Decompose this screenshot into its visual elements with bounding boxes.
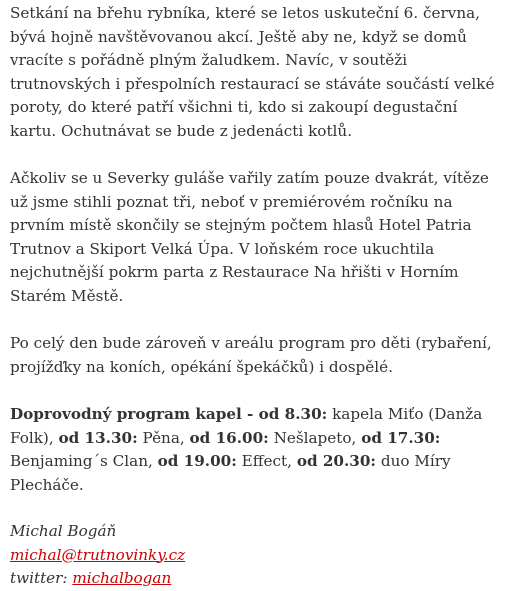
twitter-handle-link[interactable]: michalbogan	[72, 569, 172, 587]
author-name: Michal Bogáň	[10, 522, 117, 540]
program-act-1: kapela Miťo (Danža Folk),	[10, 405, 483, 447]
program-time-6: od 20.30:	[296, 452, 377, 470]
twitter-label: twitter:	[10, 569, 73, 587]
program-time-5: od 19.00:	[157, 452, 237, 470]
program-act-3: Nešlapeto,	[268, 428, 362, 447]
program-act-4: Benjaming´s Clan,	[10, 452, 158, 470]
program-time-2: od 13.30:	[58, 428, 138, 447]
program-heading: Doprovodný program kapel - od 8.30:	[10, 405, 328, 423]
program-time-4: od 17.30:	[361, 428, 441, 447]
twitter-line	[10, 567, 505, 591]
program-act-2: Pěna,	[137, 428, 190, 447]
program-act-6: duo Míry Plecháče.	[10, 452, 451, 494]
article-paragraph-1: Setkání na břehu rybníka, které se letos uskuteční 6. června, bývá hojně navštěvovanou akcí. Ještě aby ne, když se domů vracíte s pořádně plným žaludkem. Navíc, v soutěži trutnovských i přespolních restaurací se stáváte součástí velké poroty, do které patří všichni ti, kdo si zakoupí degustační kartu. Ochutnávat se bude z jedenácti kotlů.	[10, 4, 495, 140]
program-paragraph	[10, 403, 505, 497]
program-time-3: od 16.00:	[189, 428, 269, 447]
article-paragraph-2: Ačkoliv se u Severky guláše vařily zatím pouze dvakrát, vítěze už jsme stihli poznat tři, neboť v premiérovém ročníku na prvním místě skončily se stejným počtem hlasů Hotel Patria Trutnov a Skiport Velká Úpa. V loňském roce ukuchtila nejchutnější pokrm parta z Restaurace Na hřišti v Horním Starém Městě.	[10, 169, 489, 305]
author-signature	[10, 520, 505, 591]
author-email-link[interactable]: michal@trutnovinky.cz	[10, 545, 186, 564]
article-paragraph-3: Po celý den bude zároveň v areálu program pro děti (rybaření, projížďky na koních, opékání špekáčků) i dospělé.	[10, 334, 492, 376]
program-act-5: Effect,	[236, 452, 297, 470]
